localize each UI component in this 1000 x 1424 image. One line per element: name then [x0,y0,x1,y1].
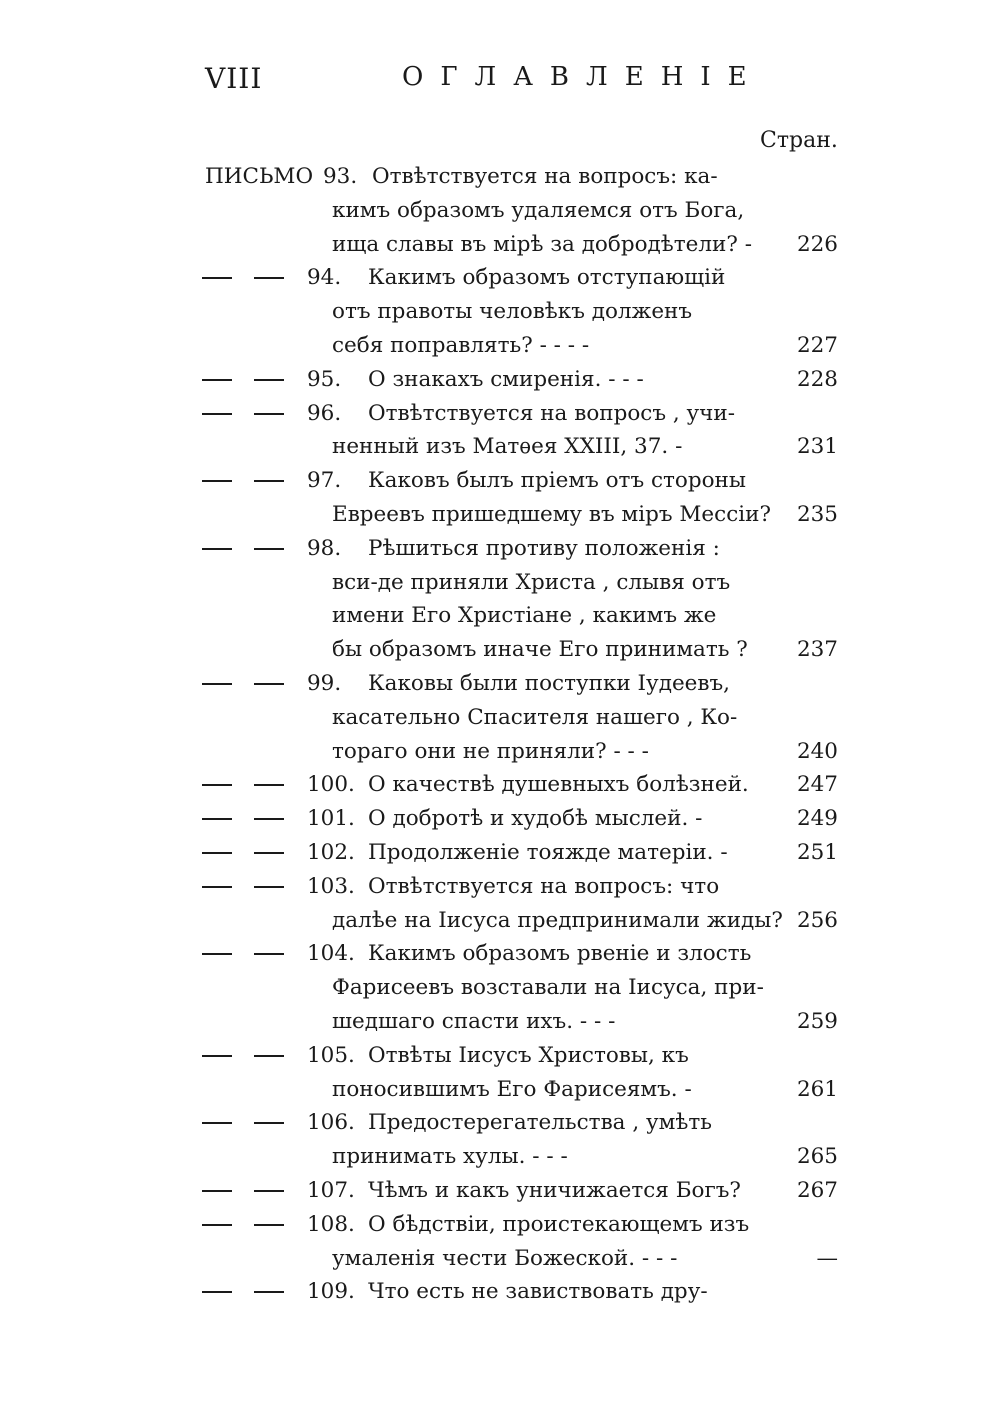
toc-entry-line [0,1140,1000,1174]
ditto-dash [254,953,284,955]
page-reference: 240 [796,738,838,764]
toc-entry-line [0,194,1000,228]
letter-number: 101. [307,806,355,832]
entry-title-text: тораго они не приняли? - - - [332,738,649,764]
ditto-dash [254,1190,284,1192]
toc-entry [0,532,1000,667]
toc-entry-line [0,667,1000,701]
letter-number: 106. [307,1110,355,1136]
toc-entry-line [0,261,1000,295]
toc-entry-line [0,1242,1000,1276]
toc-entry-line [0,566,1000,600]
entry-title-text: далѣе на Іисуса предпринимали жиды? [332,907,783,933]
toc-entry [0,1106,1000,1174]
ditto-dash [254,548,284,550]
letter-number: 99. [307,670,342,696]
page-reference: 259 [796,1008,838,1034]
ditto-dash [202,379,232,381]
ditto-dash [202,953,232,955]
toc-entry-line [0,1174,1000,1208]
toc-entry-line [0,532,1000,566]
ditto-dash [202,1190,232,1192]
entry-title-text: Отвѣтствуется на вопросъ: ка- [372,164,718,189]
ditto-dash [254,683,284,685]
toc-entry-line [0,735,1000,769]
entry-title-text: Какимъ образомъ рвеніе и злость [368,941,752,967]
toc-entry [0,1039,1000,1107]
toc-entry-line [0,464,1000,498]
page-reference: — [816,1245,838,1271]
page-reference: 267 [796,1177,838,1203]
entry-title-text: Рѣшиться противу положенія : [368,535,720,561]
letter-number: 104. [307,941,355,967]
entry-title-text: себя поправлять? - - - - [332,332,590,358]
page-reference: 261 [796,1076,838,1102]
toc-entry [0,261,1000,362]
entry-title-text: поносившимъ Его Фарисеямъ. - [332,1076,692,1102]
toc-entry [0,802,1000,836]
entry-title-text: Чѣмъ и какъ уничижается Богъ? [368,1177,741,1203]
toc-entry-line [0,295,1000,329]
entry-title-text: ища славы въ мірѣ за добродѣтели? - [332,231,752,257]
toc-entry-line [0,633,1000,667]
ditto-dash [202,277,232,279]
toc-entry [0,1275,1000,1309]
letter-number: 98. [307,535,342,561]
ditto-dash [254,852,284,854]
entry-title-text: принимать хулы. - - - [332,1144,568,1170]
ditto-dash [254,1291,284,1293]
page-reference: 231 [796,434,838,460]
page-reference: 265 [796,1144,838,1170]
entry-title-text: касательно Спасителя нашего , Ко- [332,704,738,730]
toc-entry-line [0,870,1000,904]
toc-entry-line [0,160,1000,194]
ditto-dash [202,852,232,854]
letter-number: 102. [307,839,355,865]
toc-entry-line [0,836,1000,870]
letter-number: 94. [307,265,342,291]
ditto-dash [254,379,284,381]
page-reference: 235 [796,501,838,527]
ditto-dash [254,1224,284,1226]
toc-entry [0,1208,1000,1276]
entry-title-text: О качествѣ душевныхъ болѣзней. [368,772,749,798]
toc-entry-line [0,329,1000,363]
toc-entry-line [0,1039,1000,1073]
ditto-dash [254,784,284,786]
page-reference: 226 [796,231,838,257]
page-reference: 227 [796,332,838,358]
toc-entry [0,464,1000,532]
letter-number: 103. [307,873,355,899]
toc-entry-line [0,1073,1000,1107]
ditto-dash [254,1055,284,1057]
toc-entry-line [0,1106,1000,1140]
entry-title-text: О добротѣ и худобѣ мыслей. - [368,806,703,832]
page-reference: 256 [796,907,838,933]
ditto-dash [202,1122,232,1124]
toc-entry-line [0,768,1000,802]
toc-entry-line [0,599,1000,633]
letter-number: 107. [307,1177,355,1203]
ditto-dash [202,548,232,550]
letter-number: 96. [307,400,342,426]
ditto-dash [202,784,232,786]
entry-title-text: Отвѣты Іисусъ Христовы, къ [368,1042,689,1068]
toc-entry-line [0,397,1000,431]
entry-title-text: кимъ образомъ удаляемся отъ Бога, [332,197,745,223]
entry-title-text: Что есть не завиствовать дру- [368,1279,708,1305]
page-reference: 237 [796,637,838,663]
toc-entry-line [0,937,1000,971]
entry-title-text: Евреевъ пришедшему въ міръ Мессіи? [332,501,771,527]
entry-title-text: отъ правоты человѣкъ долженъ [332,299,693,325]
ditto-dash [254,818,284,820]
toc-entry-line [0,971,1000,1005]
toc-entry [0,363,1000,397]
entry-title-text: Какимъ образомъ отступающій [368,265,726,291]
entry-title-text: шедшаго спасти ихъ. - - - [332,1008,616,1034]
entry-title-text: умаленія чести Божеской. - - - [332,1245,678,1271]
entry-title-text: О знакахъ смиренія. - - - [368,366,644,392]
entry-title-text: имени Его Христіане , какимъ же [332,603,717,629]
toc-entry [0,667,1000,768]
ditto-dash [202,480,232,482]
letter-label: ПИСЬМО [205,164,314,189]
page-title: ОГЛАВЛЕНIЕ [402,62,764,92]
toc-entry-line [0,363,1000,397]
toc-entry [0,870,1000,938]
entry-title-text: Продолженіе тояжде матеріи. - [368,839,728,865]
ditto-dash [202,1291,232,1293]
ditto-dash [202,818,232,820]
ditto-dash [202,886,232,888]
toc-entry [0,397,1000,465]
entry-title-text: бы образомъ иначе Его принимать ? [332,637,748,663]
ditto-dash [254,277,284,279]
toc-entry-line [0,701,1000,735]
letter-number: 108. [307,1211,355,1237]
toc-entry-line [0,228,1000,262]
toc-entry-line [0,1275,1000,1309]
entry-title-text: вси-де приняли Христа , слывя отъ [332,569,731,595]
toc-entry-line [0,1208,1000,1242]
toc-entry-line [0,904,1000,938]
toc-entry [0,937,1000,1038]
ditto-dash [202,683,232,685]
toc-entry-line [0,430,1000,464]
entry-title-text: Предостерегательства , умѣть [368,1110,712,1136]
page-reference: 247 [796,772,838,798]
ditto-dash [254,886,284,888]
entry-title-text: Отвѣтствуется на вопросъ: что [368,873,720,899]
letter-number: 97. [307,468,342,494]
letter-number: 100. [307,772,355,798]
entry-title-text: О бѣдствіи, проистекающемъ изъ [368,1211,750,1237]
toc-entry-line [0,1005,1000,1039]
entry-title-text: Каковы были поступки Іудеевъ, [368,670,731,696]
letter-number: 93. [323,164,358,189]
page-reference: 249 [796,806,838,832]
page-column-label: Стран. [760,128,838,153]
page-reference: 251 [796,839,838,865]
page-number: VIII [205,62,263,95]
ditto-dash [254,413,284,415]
toc-entry [0,1174,1000,1208]
letter-number: 105. [307,1042,355,1068]
ditto-dash [202,413,232,415]
toc-entry-line [0,802,1000,836]
ditto-dash [202,1055,232,1057]
toc-list [0,160,1000,1309]
toc-entry [0,836,1000,870]
entry-title-text: ненный изъ Матѳея XXIII, 37. - [332,434,683,460]
letter-number: 109. [307,1279,355,1305]
entry-title-text: Отвѣтствуется на вопросъ , учи- [368,400,735,426]
entry-title-text: Фарисеевъ возставали на Іисуса, при- [332,975,764,1001]
toc-entry-line [0,498,1000,532]
ditto-dash [254,480,284,482]
page-reference: 228 [796,366,838,392]
entry-title-text: Каковъ былъ пріемъ отъ стороны [368,468,746,494]
toc-entry [0,160,1000,261]
ditto-dash [254,1122,284,1124]
letter-number: 95. [307,366,342,392]
ditto-dash [202,1224,232,1226]
toc-entry [0,768,1000,802]
